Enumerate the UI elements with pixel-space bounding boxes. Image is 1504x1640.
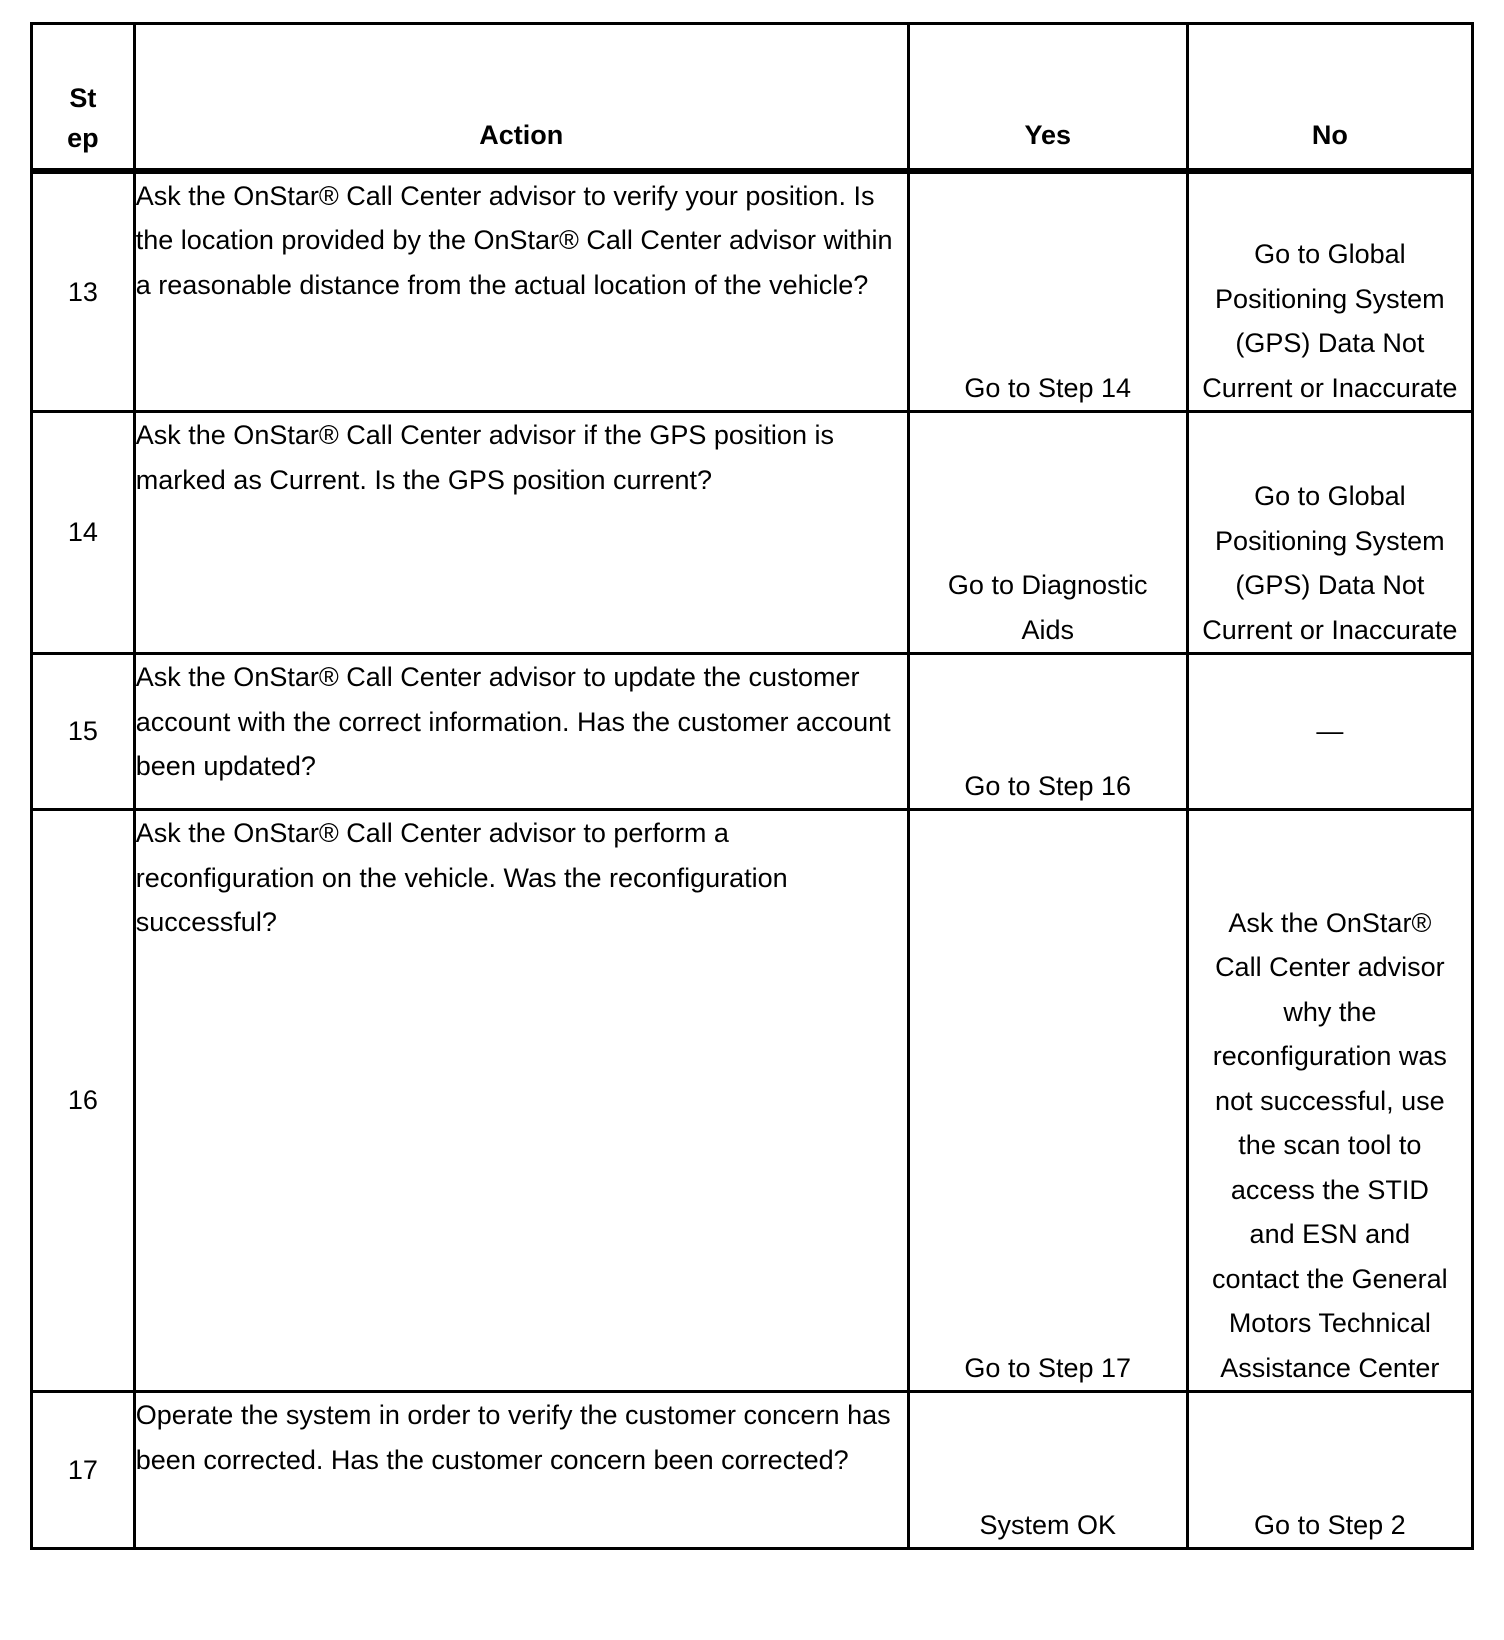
yes-result: System OK — [908, 1392, 1187, 1549]
action-text: Ask the OnStar® Call Center advisor to verify your position. Is the location provided by the OnStar® Call Center advisor within a reasonable distance from the actual location of the vehicle? — [134, 171, 908, 412]
header-step-line2: ep — [67, 122, 99, 153]
action-text: Ask the OnStar® Call Center advisor to update the customer account with the correct information. Has the customer account been updated? — [134, 654, 908, 810]
table-body — [32, 171, 1473, 1549]
step-number: 17 — [32, 1392, 135, 1549]
header-row — [32, 24, 1473, 171]
no-result: Go to Step 2 — [1187, 1392, 1472, 1549]
yes-result-text: Go to Diagnostic Aids — [947, 570, 1148, 645]
header-step-line1: St — [69, 82, 97, 113]
no-result-text: Go to Global Positioning System (GPS) Data Not Current or Inaccurate — [1202, 239, 1458, 403]
diagnostic-table — [30, 22, 1474, 1550]
table-row — [32, 654, 1473, 810]
yes-result: Go to Step 14 — [908, 171, 1187, 412]
header-no: No — [1187, 24, 1472, 171]
action-text: Ask the OnStar® Call Center advisor to perform a reconfiguration on the vehicle. Was the reconfiguration successful? — [134, 810, 908, 1392]
step-number: 14 — [32, 412, 135, 654]
table-row — [32, 1392, 1473, 1549]
header-step — [32, 24, 135, 171]
yes-result: Go to Step 16 — [908, 654, 1187, 810]
header-yes: Yes — [908, 24, 1187, 171]
no-result-text: Go to Global Positioning System (GPS) Data Not Current or Inaccurate — [1202, 481, 1458, 645]
action-text: Ask the OnStar® Call Center advisor if the GPS position is marked as Current. Is the GPS position current? — [134, 412, 908, 654]
table-row — [32, 171, 1473, 412]
action-text: Operate the system in order to verify the customer concern has been corrected. Has the customer concern been corrected? — [134, 1392, 908, 1549]
no-result — [1187, 171, 1472, 412]
table-row — [32, 412, 1473, 654]
step-number: 15 — [32, 654, 135, 810]
table-row — [32, 810, 1473, 1392]
no-result — [1187, 810, 1472, 1392]
step-number: 13 — [32, 171, 135, 412]
step-number: 16 — [32, 810, 135, 1392]
header-action: Action — [134, 24, 908, 171]
no-result — [1187, 412, 1472, 654]
no-result-text: Ask the OnStar® Call Center advisor why the reconfiguration was not successful, use the scan tool to access the STID and ESN and contact the General Motors Technical Assistance Center — [1212, 907, 1448, 1383]
yes-result: Go to Step 17 — [908, 810, 1187, 1392]
yes-result — [908, 412, 1187, 654]
no-result: — — [1187, 654, 1472, 810]
table-header — [32, 24, 1473, 171]
